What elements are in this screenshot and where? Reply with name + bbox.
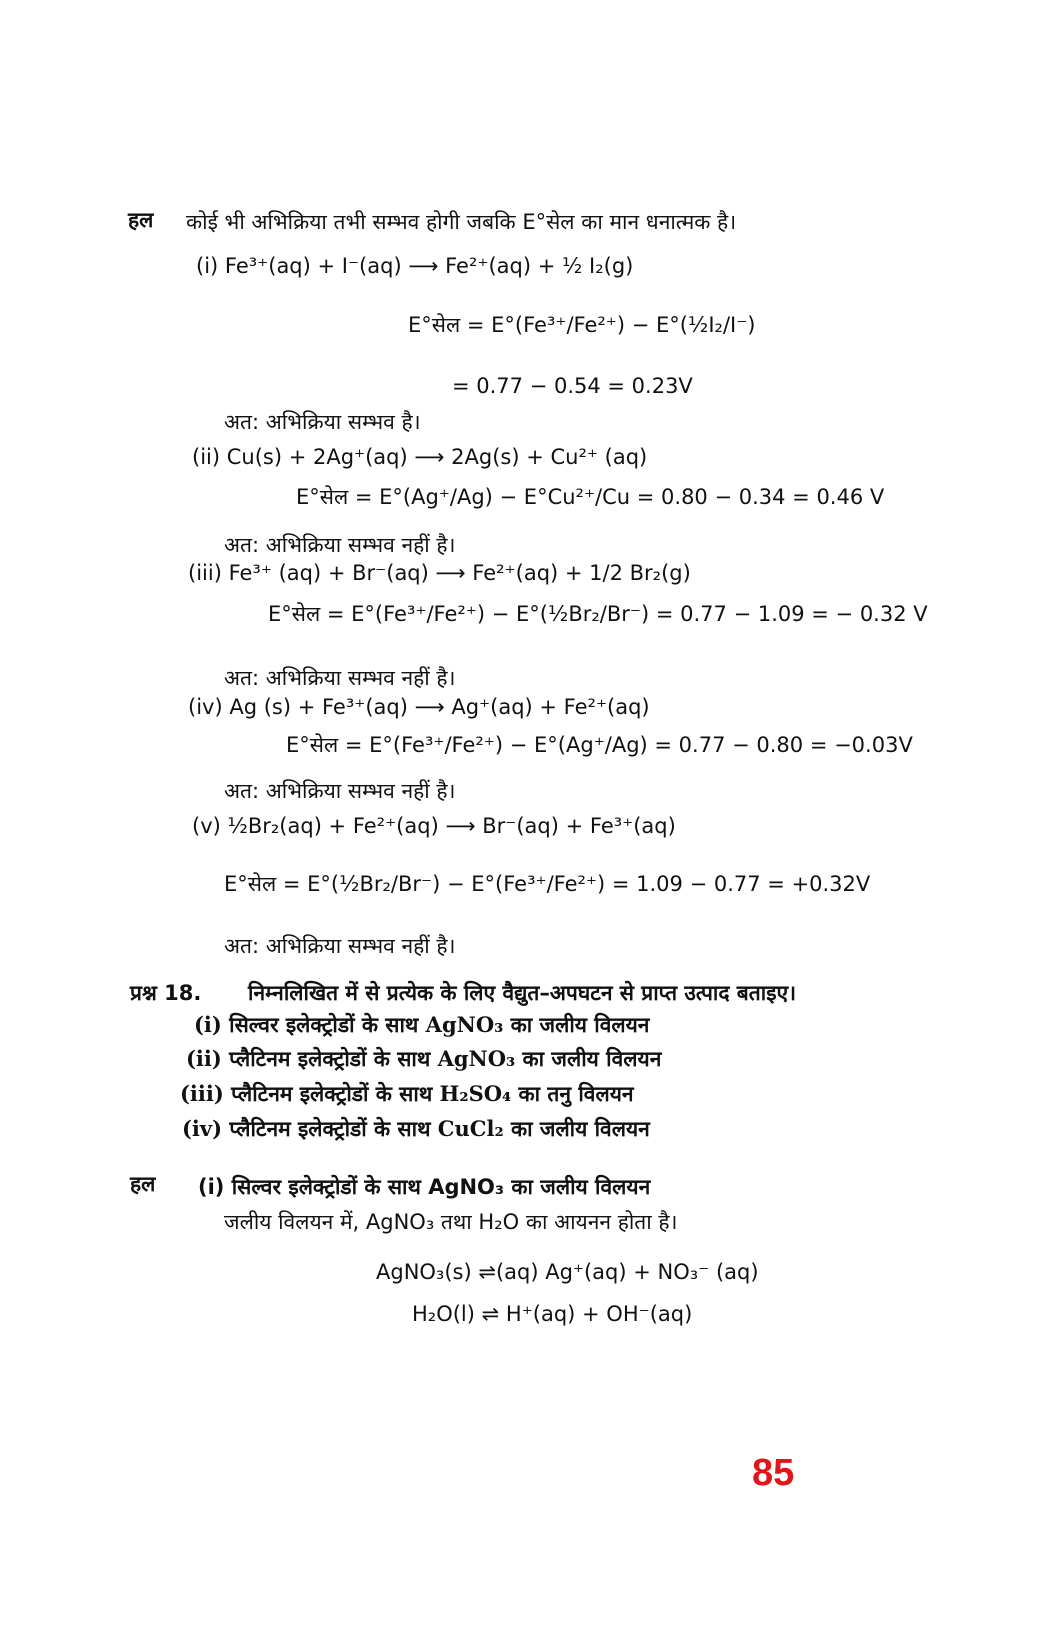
question-text: निम्नलिखित में से प्रत्येक के लिए वैद्युत–अपघटन से प्राप्त उत्पाद बताइए।	[248, 981, 797, 1005]
solution2-text: जलीय विलयन में, AgNO₃ तथा H₂O का आयनन होता है।	[224, 1210, 678, 1234]
equation-5: E°सेल = E°(½Br₂/Br⁻) − E°(Fe³⁺/Fe²⁺) = 1.09 − 0.77 = +0.32V	[224, 872, 871, 896]
solution-intro: कोई भी अभिक्रिया तभी सम्भव होगी जबकि E°सेल का मान धनात्मक है।	[186, 210, 737, 234]
result-1: = 0.77 − 0.54 = 0.23V	[452, 374, 693, 398]
equation-3: E°सेल = E°(Fe³⁺/Fe²⁺) − E°(½Br₂/Br⁻) = 0.77 − 1.09 = − 0.32 V	[268, 602, 928, 626]
question-item-4: (iv) प्लैटिनम इलेक्ट्रोडों के साथ CuCl₂ का जलीय विलयन	[182, 1116, 650, 1141]
conclusion-5: अत: अभिक्रिया सम्भव नहीं है।	[224, 934, 456, 958]
question-item-1: (i) सिल्वर इलेक्ट्रोडों के साथ AgNO₃ का जलीय विलयन	[194, 1012, 650, 1037]
question-item-2: (ii) प्लैटिनम इलेक्ट्रोडों के साथ AgNO₃ का जलीय विलयन	[186, 1046, 662, 1071]
reaction-4: (iv) Ag (s) + Fe³⁺(aq) ⟶ Ag⁺(aq) + Fe²⁺(aq)	[188, 695, 650, 719]
equation-4: E°सेल = E°(Fe³⁺/Fe²⁺) − E°(Ag⁺/Ag) = 0.77 − 0.80 = −0.03V	[286, 733, 913, 757]
conclusion-3: अत: अभिक्रिया सम्भव नहीं है।	[224, 666, 456, 690]
conclusion-1: अत: अभिक्रिया सम्भव है।	[224, 410, 421, 434]
ionization-equation-2: H₂O(l) ⇌ H⁺(aq) + OH⁻(aq)	[412, 1302, 693, 1326]
reaction-3: (iii) Fe³⁺ (aq) + Br⁻(aq) ⟶ Fe²⁺(aq) + 1/2 Br₂(g)	[188, 561, 691, 585]
conclusion-4: अत: अभिक्रिया सम्भव नहीं है।	[224, 779, 456, 803]
reaction-5: (v) ½Br₂(aq) + Fe²⁺(aq) ⟶ Br⁻(aq) + Fe³⁺(aq)	[192, 814, 676, 838]
solution2-label: हल	[130, 1172, 156, 1196]
equation-1: E°सेल = E°(Fe³⁺/Fe²⁺) − E°(½I₂/I⁻)	[408, 313, 756, 337]
reaction-1: (i) Fe³⁺(aq) + I⁻(aq) ⟶ Fe²⁺(aq) + ½ I₂(g)	[196, 254, 634, 278]
question-item-3: (iii) प्लैटिनम इलेक्ट्रोडों के साथ H₂SO₄ का तनु विलयन	[180, 1081, 634, 1106]
page-number: 85	[752, 1452, 795, 1494]
ionization-equation-1: AgNO₃(s) ⇌(aq) Ag⁺(aq) + NO₃⁻ (aq)	[376, 1260, 759, 1284]
question-label: प्रश्न 18.	[130, 981, 202, 1005]
reaction-2: (ii) Cu(s) + 2Ag⁺(aq) ⟶ 2Ag(s) + Cu²⁺ (aq)	[192, 445, 648, 469]
conclusion-2: अत: अभिक्रिया सम्भव नहीं है।	[224, 533, 456, 557]
solution2-heading: (i) सिल्वर इलेक्ट्रोडों के साथ AgNO₃ का जलीय विलयन	[198, 1175, 651, 1199]
equation-2: E°सेल = E°(Ag⁺/Ag) − E°Cu²⁺/Cu = 0.80 − 0.34 = 0.46 V	[296, 485, 885, 509]
solution-label: हल	[128, 208, 154, 232]
